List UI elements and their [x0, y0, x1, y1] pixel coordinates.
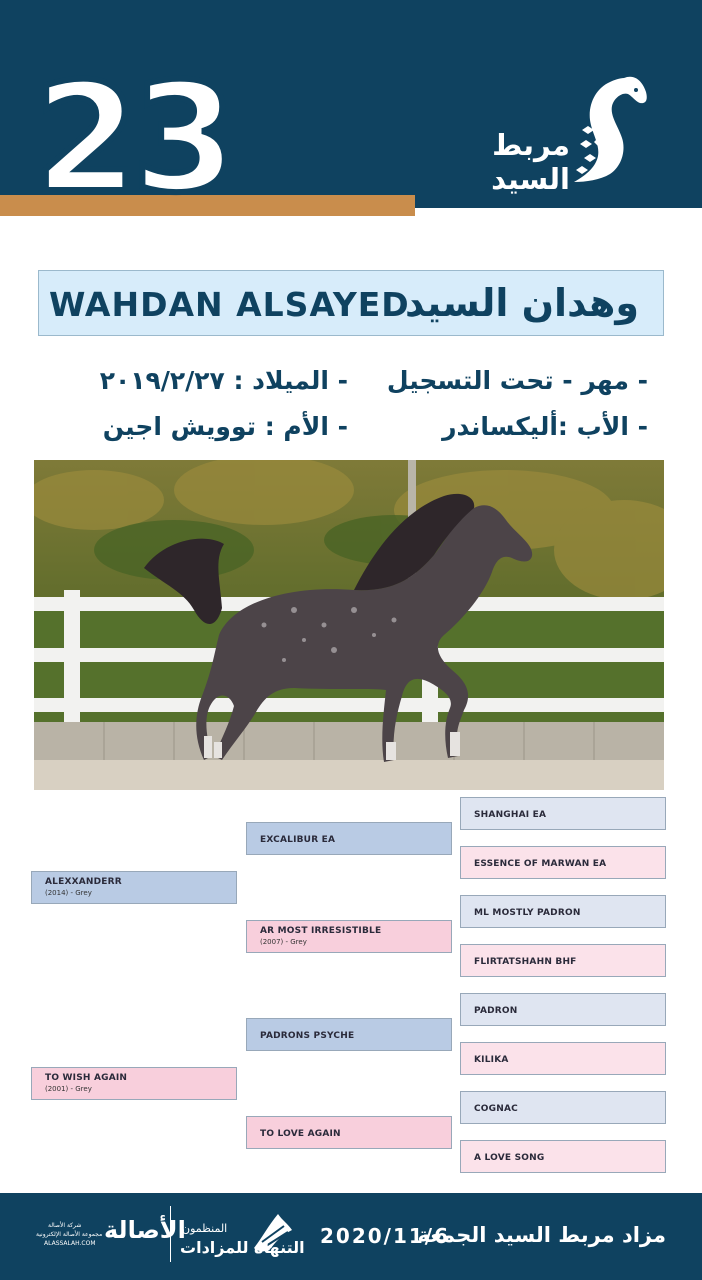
horse-name-english: WAHDAN ALSAYED	[49, 285, 410, 324]
organizer-name: التنهاة للمزادات	[180, 1238, 305, 1257]
pedigree-gen3-6	[460, 1042, 666, 1075]
pedigree-dam-detail: (2001) - Grey	[45, 1085, 92, 1093]
lot-number: 23	[34, 52, 231, 226]
partner-logo: الأصالة	[104, 1216, 186, 1244]
pedigree-dam-sire	[246, 1018, 452, 1051]
pedigree-gen3-4	[460, 944, 666, 977]
pedigree-gen3-8-name: A LOVE SONG	[474, 1153, 545, 1163]
pedigree-sire-name: ALEXXANDERR	[45, 877, 122, 887]
horse-head-logo-icon	[566, 70, 656, 185]
info-gender-registration: - مهر - تحت التسجيل	[386, 366, 648, 395]
pedigree-gen3-5-name: PADRON	[474, 1006, 518, 1016]
info-dam: - الأم : توويش اجين	[102, 412, 348, 441]
pedigree-gen3-8	[460, 1140, 666, 1173]
info-sire: - الأب :أليكساندر	[442, 412, 648, 441]
organizer-label: المنظمون	[182, 1222, 228, 1235]
pedigree-gen3-3	[460, 895, 666, 928]
horse-name-arabic: وهدان السيد	[404, 281, 639, 325]
pedigree-sire-dam	[246, 920, 452, 953]
pedigree-gen3-1-name: SHANGHAI EA	[474, 810, 547, 820]
pedigree-gen3-6-name: KILIKA	[474, 1055, 509, 1065]
pedigree-dam-dam-name: TO LOVE AGAIN	[260, 1129, 341, 1139]
pedigree-dam	[31, 1067, 237, 1100]
pedigree-sire-sire	[246, 822, 452, 855]
pedigree-gen3-3-name: ML MOSTLY PADRON	[474, 908, 581, 918]
horse-name-banner	[38, 270, 664, 336]
pedigree-gen3-1	[460, 797, 666, 830]
pedigree-sire-sire-name: EXCALIBUR EA	[260, 835, 336, 845]
pedigree-gen3-2	[460, 846, 666, 879]
pedigree-dam-name: TO WISH AGAIN	[45, 1073, 128, 1083]
partner-line-1: شركة الأصالة	[48, 1222, 82, 1229]
pedigree-sire-detail: (2014) - Grey	[45, 889, 92, 897]
horse-photo	[34, 460, 664, 790]
pedigree-dam-sire-name: PADRONS PSYCHE	[260, 1031, 355, 1041]
auction-date: 2020/11/6	[320, 1224, 451, 1248]
auction-title: مزاد مربط السيد الجمعة	[417, 1223, 666, 1247]
pedigree-gen3-7	[460, 1091, 666, 1124]
info-birth-date: - الميلاد : ٢٠١٩/٢/٢٧	[99, 366, 348, 395]
pedigree-sire-dam-detail: (2007) - Grey	[260, 938, 307, 946]
brand-name: مربط السيد	[491, 128, 570, 196]
pedigree-gen3-2-name: ESSENCE OF MARWAN EA	[474, 859, 607, 869]
pedigree-sire	[31, 871, 237, 904]
pedigree-gen3-4-name: FLIRTATSHAHN BHF	[474, 957, 577, 967]
partner-line-3: ALASSALAH.COM	[44, 1240, 96, 1247]
pedigree-gen3-7-name: COGNAC	[474, 1104, 518, 1114]
pedigree-gen3-5	[460, 993, 666, 1026]
pedigree-sire-dam-name: AR MOST IRRESISTIBLE	[260, 926, 382, 936]
pedigree-dam-dam	[246, 1116, 452, 1149]
partner-line-2: مجموعة الأصالة الإلكترونية	[36, 1231, 103, 1238]
